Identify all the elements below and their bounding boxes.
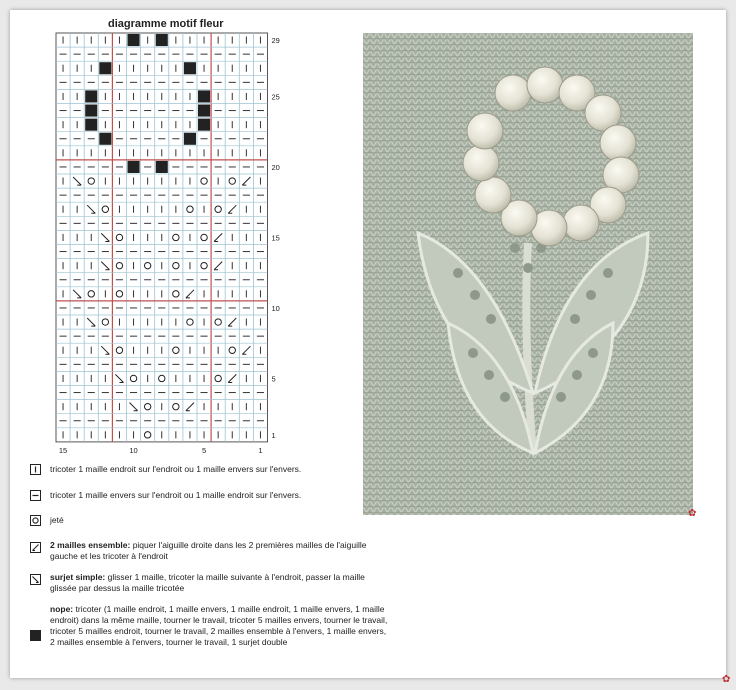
nope-stitch [85, 119, 97, 131]
row-label: 25 [271, 92, 280, 102]
legend-text-knit: tricoter 1 maille endroit sur l'endroit ou 1 maille envers sur l'envers. [50, 464, 302, 474]
rose-icon-corner: ✿ [722, 674, 731, 685]
knit-icon [30, 464, 41, 475]
legend-text-nope: nope: tricoter (1 maille endroit, 1 maille envers, 1 maille endroit, 1 maille envers, 1 maille endroit) dans la même maille, tourner le travail, tricoter 5 mailles envers, tourner le travail, tricoter 5 mailles endroit, tourner le travail, 2 mailles ensemble à l'envers, 1 maille envers, 2 mailles ensemble à l'envers, tourner le travail, 1 surjet double [50, 604, 388, 647]
knitting-chart [40, 28, 290, 455]
nope-stitch [85, 90, 97, 102]
nope-stitch [99, 62, 111, 74]
row-label: 5 [271, 374, 276, 384]
legend-text-yarn-over: jeté [50, 515, 64, 525]
row-label: 20 [271, 162, 280, 172]
legend-text-k2tog: 2 mailles ensemble: piquer l'aiguille droite dans les 2 premières mailles de l'aiguille gauche et les tricoter à l'endroit [50, 540, 367, 561]
legend-text-ssk: surjet simple: glisser 1 maille, tricoter la maille suivante à l'endroit, passer la maille glissée par dessus la maille tricotée [50, 572, 365, 593]
nope-stitch [198, 105, 210, 117]
nope-stitch [99, 133, 111, 145]
column-label: 10 [129, 445, 138, 455]
nope-stitch [184, 62, 196, 74]
row-label: 15 [271, 233, 280, 243]
column-label: 5 [201, 445, 207, 455]
yarn-over-icon [30, 515, 41, 526]
k2tog-icon [30, 542, 41, 553]
ssk-icon [30, 574, 41, 585]
row-label: 1 [271, 430, 276, 440]
nope-stitch [85, 105, 97, 117]
nope-stitch [156, 34, 168, 46]
nope-icon [30, 630, 41, 641]
nope-stitch [198, 90, 210, 102]
column-label: 15 [58, 445, 68, 455]
knitted-flower-photo [362, 32, 694, 516]
nope-stitch [198, 119, 210, 131]
purl-icon [30, 490, 41, 501]
nope-stitch [184, 133, 196, 145]
row-label: 29 [271, 36, 280, 46]
nope-stitch [156, 161, 168, 173]
rose-icon: ✿ [688, 508, 697, 519]
nope-stitch [128, 161, 140, 173]
column-label: 1 [258, 445, 263, 455]
nope-stitch [128, 34, 140, 46]
chart-title: diagramme motif fleur [108, 18, 224, 30]
row-label: 10 [271, 303, 280, 313]
legend-text-purl: tricoter 1 maille envers sur l'endroit ou 1 maille endroit sur l'envers. [50, 490, 302, 500]
